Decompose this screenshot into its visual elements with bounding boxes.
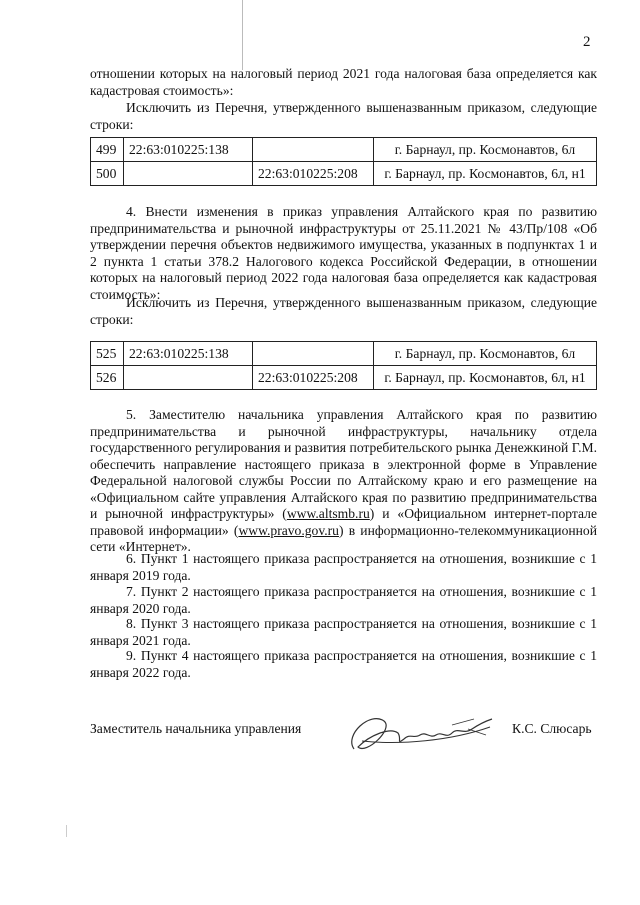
exclude-intro-2: Исключить из Перечня, утвержденного вышеназванным приказом, следующие строки: (90, 295, 597, 327)
cadastral-number: 22:63:010225:138 (124, 138, 253, 162)
exclude-intro-1: Исключить из Перечня, утвержденного вышеназванным приказом, следующие строки: (90, 100, 597, 132)
paragraph-9: 9. Пункт 4 настоящего приказа распространяется на отношения, возникшие с 1 января 2022 года. (90, 648, 597, 680)
paragraph-8: 8. Пункт 3 настоящего приказа распространяется на отношения, возникшие с 1 января 2021 года. (90, 616, 597, 648)
row-number: 526 (91, 366, 124, 390)
row-number: 525 (91, 342, 124, 366)
address: г. Барнаул, пр. Космонавтов, 6л, н1 (374, 366, 597, 390)
cadastral-number (124, 162, 253, 186)
cadastral-number-room (253, 342, 374, 366)
cadastral-number-room: 22:63:010225:208 (253, 162, 374, 186)
address: г. Барнаул, пр. Космонавтов, 6л, н1 (374, 162, 597, 186)
paragraph-5-text-c: ) в информационно-телекоммуникационной сети «Интернет». (90, 522, 597, 554)
table-excluded-rows-2 (90, 341, 597, 390)
link-pravo[interactable]: www.pravo.gov.ru (238, 522, 339, 538)
table-row (91, 366, 597, 390)
paragraph-5-text-b: ) и «Официальном интернет-портале правовой информации» ( (90, 506, 597, 538)
paragraph-5 (90, 407, 597, 556)
cadastral-number (124, 366, 253, 390)
cadastral-number: 22:63:010225:138 (124, 342, 253, 366)
table-excluded-rows-1 (90, 137, 597, 186)
signature-icon (340, 705, 500, 765)
fold-line (242, 0, 243, 70)
row-number: 499 (91, 138, 124, 162)
paragraph-6: 6. Пункт 1 настоящего приказа распространяется на отношения, возникшие с 1 января 2019 года. (90, 551, 597, 583)
paragraph-7: 7. Пункт 2 настоящего приказа распространяется на отношения, возникшие с 1 января 2020 года. (90, 584, 597, 616)
link-altsmb[interactable]: www.altsmb.ru (286, 506, 370, 521)
page-number: 2 (583, 34, 591, 50)
address: г. Барнаул, пр. Космонавтов, 6л (374, 138, 597, 162)
paragraph-continuation: отношении которых на налоговый период 2021 года налоговая база определяется как кадастровая стоимость»: (90, 66, 597, 98)
cadastral-number-room: 22:63:010225:208 (253, 366, 374, 390)
margin-mark (66, 825, 67, 837)
paragraph-4: 4. Внести изменения в приказ управления Алтайского края по развитию предпринимательства и рыночной инфраструктуры от 25.11.2021 № 43/Пр/108 «Об утверждении перечня объектов недвижимого имущества, указанных в подпунктах 1 и 2 пункта 1 статьи 378.2 Налогового кодекса Российской Федерации, в отношении которых на налоговый период 2022 года налоговая база определяется как кадастровая стоимость»: (90, 204, 597, 302)
signer-title: Заместитель начальника управления (90, 721, 302, 736)
table-row (91, 162, 597, 186)
address: г. Барнаул, пр. Космонавтов, 6л (374, 342, 597, 366)
signer-name: К.С. Слюсарь (512, 721, 592, 736)
paragraph-5-text-a: 5. Заместителю начальника управления Алтайского края по развитию предпринимательства и рыночной инфраструктуры, начальнику отдела государственного регулирования и развития потребительского рынка Денежкиной Г.М. обеспечить направление настоящего приказа в электронной форме в Управление Федеральной налоговой службы России по Алтайскому краю и его размещение на «Официальном сайте управления Алтайского края по развитию предпринимательства и рыночной инфраструктуры» ( (90, 407, 597, 521)
table-row (91, 342, 597, 366)
row-number: 500 (91, 162, 124, 186)
table-row (91, 138, 597, 162)
cadastral-number-room (253, 138, 374, 162)
